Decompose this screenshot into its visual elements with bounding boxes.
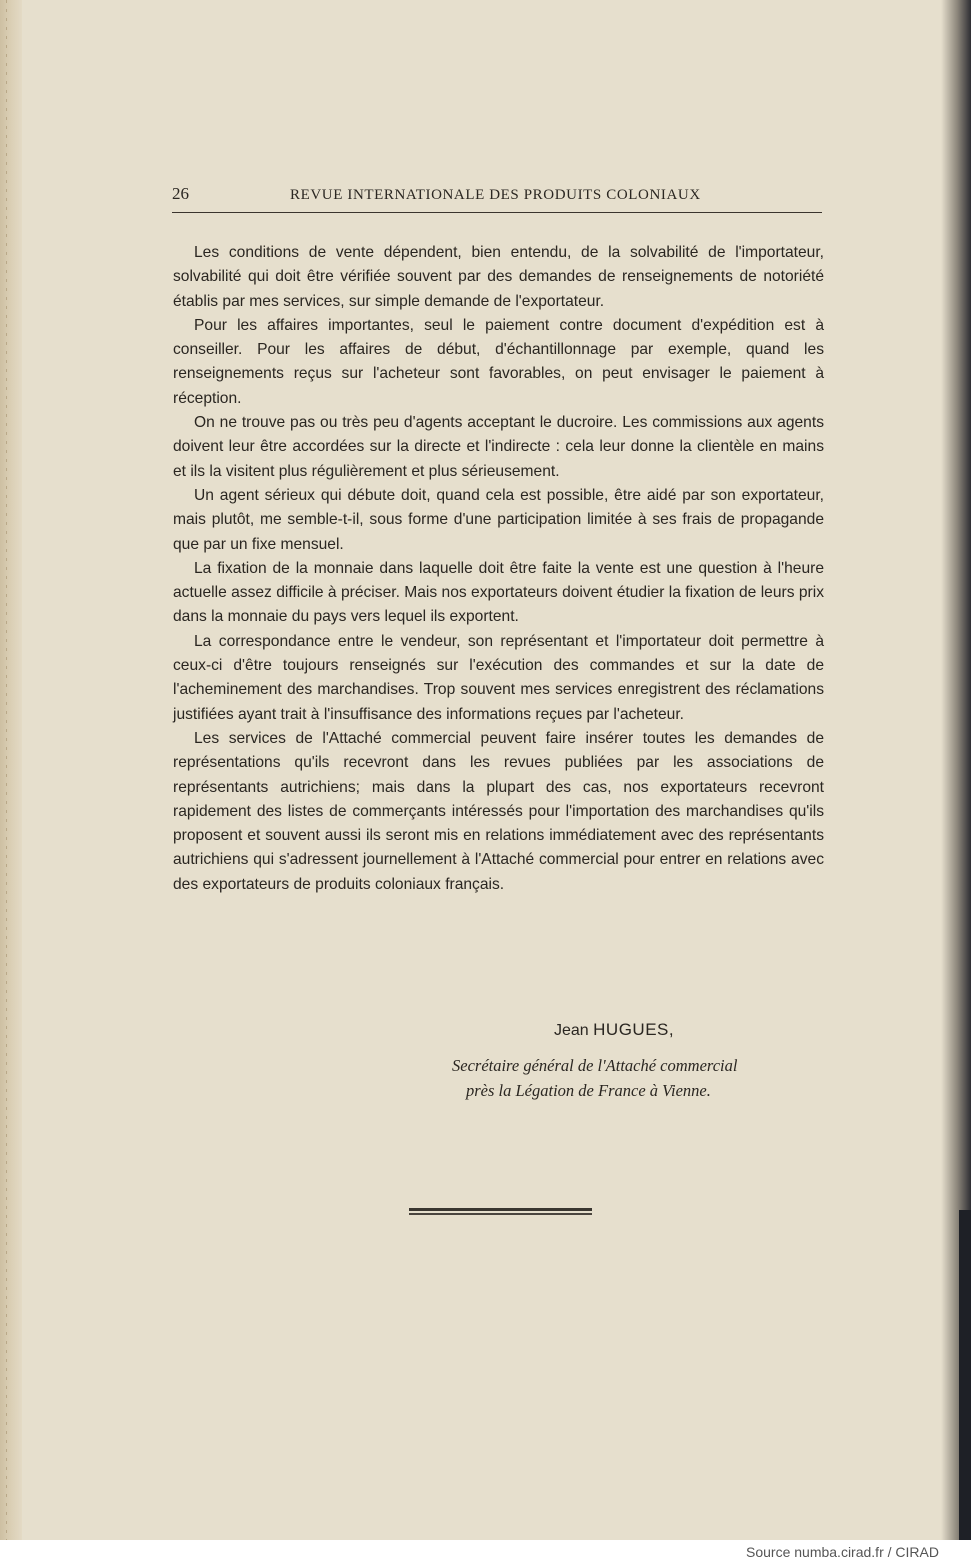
author-last-name: HUGUES, xyxy=(593,1020,675,1039)
paragraph: Un agent sérieux qui débute doit, quand cela est possible, être aidé par son exportateur, mais plutôt, me semble-t-il, sous forme d'une participation limitée à ses frais de propagande que par un fixe mensuel. xyxy=(173,486,824,553)
end-rule-thick xyxy=(409,1208,592,1211)
author-name xyxy=(554,1020,674,1040)
article-body xyxy=(173,241,824,897)
scanner-shadow xyxy=(959,1210,971,1540)
paragraph: La fixation de la monnaie dans laquelle doit être faite la vente est une question à l'heure actuelle assez difficile à préciser. Mais nos exportateurs doivent étudier la fixation de leurs prix dans la monnaie du pays vers lequel ils exportent. xyxy=(173,559,824,626)
paragraph: On ne trouve pas ou très peu d'agents acceptant le ducroire. Les commissions aux agents doivent leur être accordées sur la directe et l'indirecte : cela leur donne la clientèle en mains et ils la visitent plus régulièrement et plus sérieusement. xyxy=(173,414,824,480)
author-title: Secrétaire général de l'Attaché commercial xyxy=(452,1056,738,1075)
end-rule xyxy=(409,1208,592,1215)
page-number: 26 xyxy=(172,184,189,203)
author-first-name: Jean xyxy=(554,1022,589,1039)
paragraph: Les services de l'Attaché commercial peuvent faire insérer toutes les demandes de représentations qu'ils recevront dans les revues publiées par les associations de représentants autrichiens; mais dans la plupart des cas, nos exportateurs recevront rapidement des listes de commerçants intéressés pour l'importation des marchandises qu'ils proposent et souvent aussi ils seront mis en relations immédiatement avec des représentants autrichiens qui s'adressent journellement à l'Attaché commercial pour entrer en relations avec des exportateurs de produits coloniaux français. xyxy=(173,729,824,893)
end-rule-thin xyxy=(409,1213,592,1215)
paragraph: Pour les affaires importantes, seul le paiement contre document d'expédition est à conseiller. Pour les affaires de début, d'échantillonnage par exemple, quand les renseignements reçus sur l'acheteur sont favorables, on peut envisager le paiement à réception. xyxy=(173,316,824,407)
paragraph: La correspondance entre le vendeur, son représentant et l'importateur doit permettre à ceux-ci d'être toujours renseignés sur l'exécution des commandes et sur la date de l'acheminement des marchandises. Trop souvent mes services enregistrent des réclamations justifiées ayant trait à l'insuffisance des informations reçues par l'acheteur. xyxy=(173,632,824,723)
page-left-edge xyxy=(0,0,22,1540)
paragraph: Les conditions de vente dépendent, bien entendu, de la solvabilité de l'importateur, solvabilité qui doit être vérifiée souvent par des demandes de renseignements de notoriété établis par mes services, sur simple demande de l'exportateur. xyxy=(173,244,824,310)
header-rule xyxy=(172,212,822,213)
author-affiliation: près la Légation de France à Vienne. xyxy=(466,1081,711,1100)
running-head: REVUE INTERNATIONALE DES PRODUITS COLONIAUX xyxy=(290,187,701,203)
source-credit: Source numba.cirad.fr / CIRAD xyxy=(746,1544,939,1560)
